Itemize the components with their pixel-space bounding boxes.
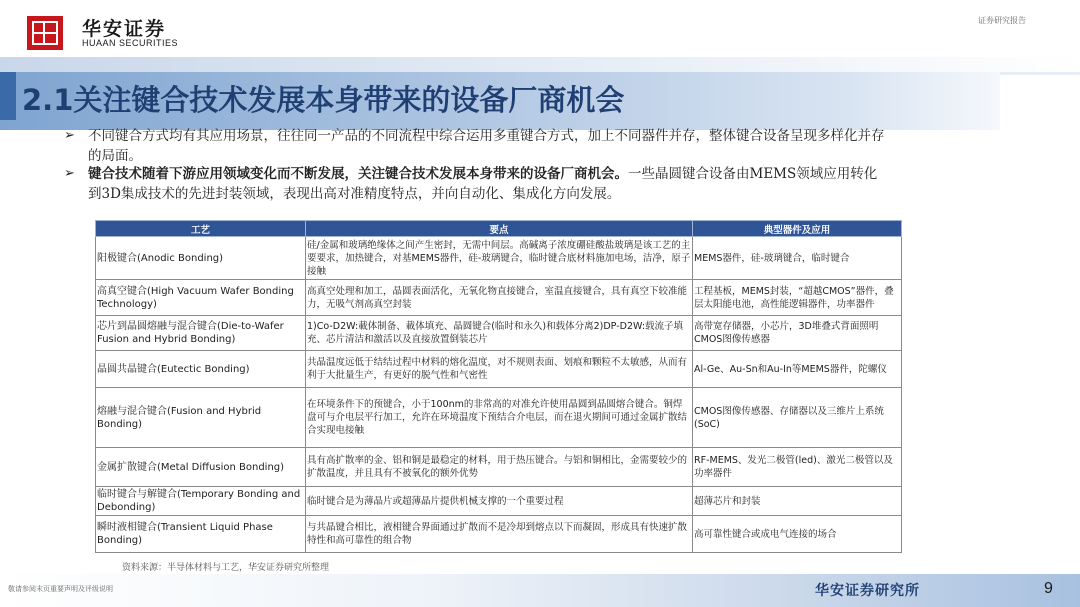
source-note: 资料来源：半导体材料与工艺，华安证券研究所整理	[122, 563, 330, 573]
report-tag: 证券研究报告	[978, 16, 1026, 25]
process-cell: 金属扩散键合(Metal Diffusion Bonding)	[96, 448, 306, 487]
footer-disclaimer: 敬请参阅末页重要声明及评级说明	[8, 585, 113, 593]
bonding-process-table	[95, 220, 902, 553]
keypoints-cell: 临时键合是为薄晶片或超薄晶片提供机械支撑的一个重要过程	[306, 487, 693, 516]
applications-cell: RF-MEMS、发光二极管(led)、激光二极管以及功率器件	[693, 448, 902, 487]
page-title: 2.1关注键合技术发展本身带来的设备厂商机会	[22, 83, 625, 117]
bullet-lead-text: 键合技术随着下游应用领域变化而不断发展，关注键合技术发展本身带来的设备厂商机会。	[88, 166, 628, 182]
table-row	[96, 487, 902, 516]
table-row	[96, 237, 902, 280]
header-keypoints: 要点	[306, 221, 693, 237]
table-row	[96, 280, 902, 316]
footer-brand: 华安证券研究所	[815, 583, 920, 599]
page-number: 9	[1044, 580, 1053, 597]
table-row	[96, 448, 902, 487]
process-cell: 临时键合与解键合(Temporary Bonding and Debonding)	[96, 487, 306, 516]
keypoints-cell: 高真空处理和加工，晶圆表面活化，无氧化物直接键合，室温直接键合，具有真空下较准能力，无吸气剂高真空封装	[306, 280, 693, 316]
applications-cell: 超薄芯片和封装	[693, 487, 902, 516]
table-header-row	[96, 221, 902, 237]
table-row	[96, 316, 902, 351]
keypoints-cell: 具有高扩散率的金、铝和铜是最稳定的材料，用于热压键合。与铝和铜相比，金需要较少的扩散温度，并且具有不被氧化的额外优势	[306, 448, 693, 487]
keypoints-cell: 硅/金属和玻璃绝缘体之间产生密封，无需中间层。高碱离子浓度硼硅酸盐玻璃是该工艺的主要要求，加热键合，对基MEMS器件，硅-玻璃键合，临时键合底材料施加电场，洁净，原子接触	[306, 237, 693, 280]
applications-cell: CMOS图像传感器、存储器以及三维片上系统(SoC)	[693, 388, 902, 448]
table-row	[96, 388, 902, 448]
keypoints-cell: 在环境条件下的预键合，小于100nm的非常高的对准允许使用晶圆到晶圆熔合键合。铜焊盘可与介电层平行加工，允许在环境温度下预结合介电层，而在退火期间可通过金属扩散结合实现电接触	[306, 388, 693, 448]
brand-name-en: HUAAN SECURITIES	[82, 38, 179, 48]
title-band-accent	[0, 72, 16, 120]
header-process: 工艺	[96, 221, 306, 237]
process-cell: 瞬时液相键合(Transient Liquid Phase Bonding)	[96, 516, 306, 553]
process-cell: 熔融与混合键合(Fusion and Hybrid Bonding)	[96, 388, 306, 448]
table-row	[96, 516, 902, 553]
header-applications: 典型器件及应用	[693, 221, 902, 237]
bullet-text: 一些晶圆键合设备由MEMS领域应用转化到3D集成技术的先进封装领域，表现出高对准精度特点，并向自动化、集成化方向发展。	[88, 166, 878, 202]
bullet-arrow-icon: ➢	[64, 128, 75, 143]
applications-cell: MEMS器件，硅-玻璃键合，临时键合	[693, 237, 902, 280]
applications-cell: 工程基板，MEMS封装，“超越CMOS”器件，叠层太阳能电池，高性能逻辑器件，功率器件	[693, 280, 902, 316]
process-cell: 阳极键合(Anodic Bonding)	[96, 237, 306, 280]
table-row	[96, 351, 902, 388]
title-band-top	[0, 57, 1080, 72]
process-cell: 晶圆共晶键合(Eutectic Bonding)	[96, 351, 306, 388]
keypoints-cell: 共晶温度远低于结结过程中材料的熔化温度，对不规则表面、划痕和颗粒不太敏感，从而有利于大批量生产，有更好的脱气性和气密性	[306, 351, 693, 388]
bullet-arrow-icon: ➢	[64, 166, 75, 181]
applications-cell: 高带宽存储器，小芯片，3D堆叠式背面照明CMOS图像传感器	[693, 316, 902, 351]
process-cell: 高真空键合(High Vacuum Wafer Bonding Technology)	[96, 280, 306, 316]
applications-cell: Al-Ge、Au-Sn和Au-In等MEMS器件，陀螺仪	[693, 351, 902, 388]
keypoints-cell: 1)Co-D2W:載体制备、載体填充、晶圆键合(临时和永久)和载体分离2)DP-D2W:载流子填充、芯片清洁和激活以及直接放置倒装芯片	[306, 316, 693, 351]
keypoints-cell: 与共晶键合相比，液相键合界面通过扩散而不是冷却到熔点以下而凝固，形成具有快速扩散特性和高可靠性的组合物	[306, 516, 693, 553]
process-cell: 芯片到晶圆熔融与混合键合(Die-to-Wafer Fusion and Hybrid Bonding)	[96, 316, 306, 351]
brand-name-cn: 华安证券	[82, 18, 167, 40]
applications-cell: 高可靠性键合或成电气连接的场合	[693, 516, 902, 553]
bullet-text: 不同键合方式均有其应用场景，往往同一产品的不同流程中综合运用多重键合方式，加上不同器件并存，整体键合设备呈现多样化并存的局面。	[88, 128, 885, 164]
company-logo	[27, 16, 63, 50]
